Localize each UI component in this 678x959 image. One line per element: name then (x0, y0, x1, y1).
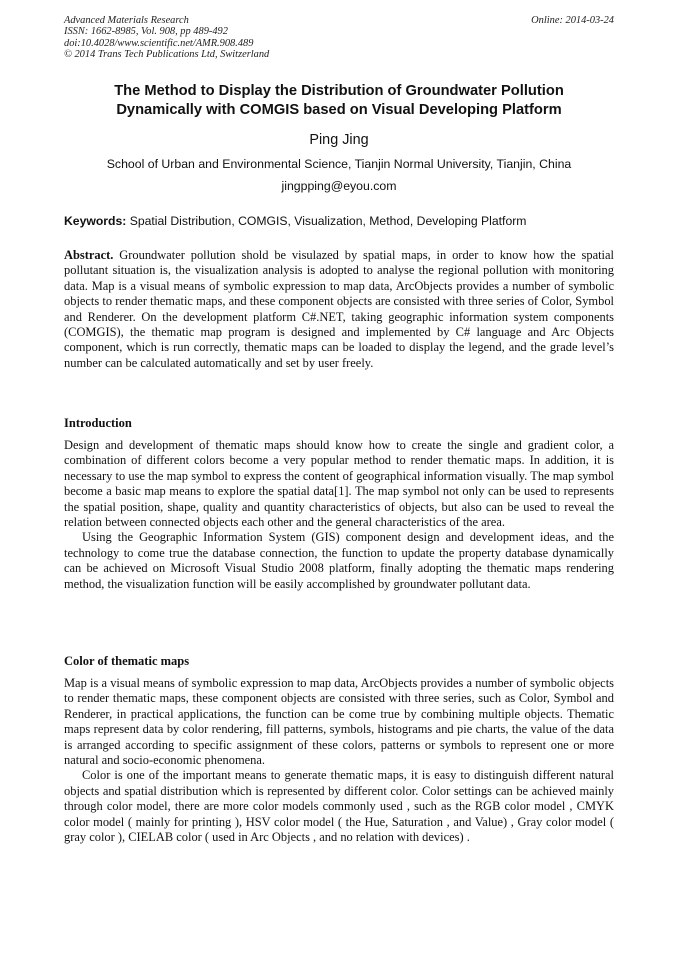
paper-title (40, 82, 638, 120)
doi-line: doi:10.4028/www.scientific.net/AMR.908.489 (64, 37, 254, 49)
title-line-1: The Method to Display the Distribution of Groundwater Pollution (114, 83, 564, 99)
color-paragraph-1: Map is a visual means of symbolic expression to map data, ArcObjects provides a number of symbolic objects to render thematic maps, these component objects are consisted with three series, such as Color, Symbol and Renderer, in practical applications, the function can be come true by combining multiple objects. Thematic maps represent data by color rendering, fill patterns, symbols, histograms and pie charts, the value of the data is arranged according to specific assignment of these colors, patterns or symbols to represent one or more natural and socio-economic phenomena. (64, 676, 614, 768)
color-paragraph-2: Color is one of the important means to generate thematic maps, it is easy to distinguish different natural objects and spatial distribution which is represented by different color. Color settings can be achieved mainly through color model, there are more color models commonly used , such as the RGB color model , CMYK color model ( mainly for printing ), HSV color model ( the Hue, Saturation , and Value) , Gray color model ( gray color ), CIELAB color ( used in Arc Objects , and no relation with devices) . (64, 768, 614, 845)
introduction-paragraph-2: Using the Geographic Information System (GIS) component design and development ideas, and the technology to come true the database connection, the function to update the property database dynamically can be achieved on Microsoft Visual Studio 2008 platform, finally adopting the thematic maps rendering method, the visualization function will be easily accomplished by groundwater pollutant data. (64, 530, 614, 591)
title-line-2: Dynamically with COMGIS based on Visual Developing Platform (116, 102, 562, 118)
online-date: Online: 2014-03-24 (531, 15, 614, 26)
color-section-body (64, 676, 614, 845)
keywords (64, 214, 616, 228)
author-affiliation: School of Urban and Environmental Science, Tianjin Normal University, Tianjin, China (106, 157, 572, 171)
journal-header (64, 15, 269, 61)
keywords-label: Keywords: (64, 214, 127, 228)
copyright-line: © 2014 Trans Tech Publications Ltd, Switzerland (64, 49, 270, 61)
introduction-heading: Introduction (64, 416, 132, 430)
introduction-body (64, 438, 614, 592)
issn-line: ISSN: 1662-8985, Vol. 908, pp 489-492 (64, 26, 228, 38)
abstract (64, 248, 614, 371)
abstract-text: Groundwater pollution shold be visulazed by spatial maps, in order to know how the spatial pollutant situation is, the visualization analysis is adopted to analyse the regional pollution with monitoring data. Map is a visual means of symbolic expression to map data, ArcObjects provides a number of symbolic objects to render thematic maps, and these component objects are consisted with three series of Color, Symbol and Renderer. On the development platform C#.NET, taking geographic information system components (COMGIS), the thematic map program is designed and implemented by C# language and Arc Objects component, which is run correctly, thematic maps can be loaded to display the legend, and the grade level’s number can be calculated automatically and set by user freely. (64, 248, 614, 370)
author-email: jingpping@eyou.com (281, 179, 397, 193)
introduction-paragraph-1: Design and development of thematic maps should know how to create the single and gradient color, a combination of different colors become a very popular method to render thematic maps. In addition, it is necessary to use the map symbol to express the content of geographical information visually. The map symbol become a basic map means to explore the spatial data[1]. The map symbol not only can be used to represents the spatial position, shape, quality and quantity characteristics of objects, but also can be used to reveal the relation between connected objects each other and the general characteristics of the area. (64, 438, 614, 530)
color-section-heading: Color of thematic maps (64, 654, 190, 668)
abstract-label: Abstract. (64, 248, 114, 262)
keywords-list: Spatial Distribution, COMGIS, Visualization, Method, Developing Platform (129, 214, 527, 228)
author-name: Ping Jing (309, 132, 369, 148)
journal-name: Advanced Materials Research (64, 15, 189, 26)
